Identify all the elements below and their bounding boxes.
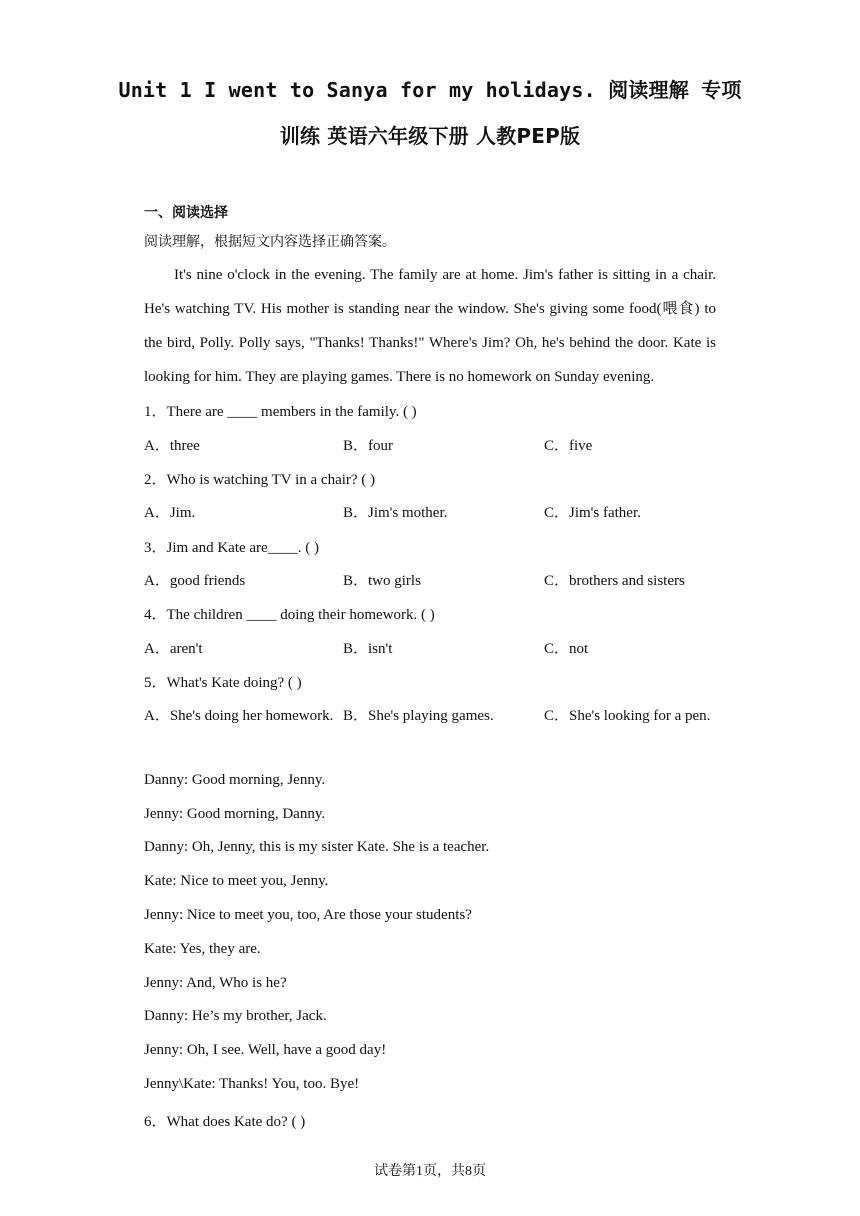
option-2-a: A．Jim. xyxy=(144,505,196,521)
question-stem-4: 4．The children ____ doing their homework. ( ) xyxy=(144,607,435,623)
option-1-b: B．four xyxy=(343,438,393,454)
option-4-a: A．aren't xyxy=(144,641,203,657)
option-5-b: B．She's playing games. xyxy=(343,708,494,724)
option-2-b: B．Jim's mother. xyxy=(343,505,448,521)
dialogue-line: Kate: Yes, they are. xyxy=(144,941,261,957)
title-line-2: 训练 英语六年级下册 人教PEP版 xyxy=(279,124,581,148)
question-stem-1: 1．There are ____ members in the family. ( ) xyxy=(144,404,417,420)
dialogue-line: Jenny: And, Who is he? xyxy=(144,975,287,991)
page-footer: 试卷第1页，共8页 xyxy=(374,1164,486,1179)
option-3-b: B．two girls xyxy=(343,573,421,589)
option-5-c: C．She's looking for a pen. xyxy=(544,708,711,724)
section-heading: 一、阅读选择 xyxy=(144,205,228,221)
dialogue-line: Danny: Good morning, Jenny. xyxy=(144,772,326,788)
reading-passage: It's nine o'clock in the evening. The family are at home. Jim's father is sitting in a chair. He's watching TV. His mother is standing near the window. She's giving some food(喂食) to the bird, Polly. Polly says, "Thanks! Thanks!" Where's Jim? Oh, he's behind the door. Kate is looking for him. They are playing games. There is no homework on Sunday evening. xyxy=(144,267,716,385)
title-line-1: Unit 1 I went to Sanya for my holidays. 阅读理解 专项 xyxy=(118,78,742,102)
dialogue-line: Jenny: Good morning, Danny. xyxy=(144,806,326,822)
option-3-c: C．brothers and sisters xyxy=(544,573,685,589)
dialogue-line: Jenny: Oh, I see. Well, have a good day! xyxy=(144,1042,387,1058)
dialogue-line: Jenny\Kate: Thanks! You, too. Bye! xyxy=(144,1076,360,1092)
option-1-c: C．five xyxy=(544,438,593,454)
option-2-c: C．Jim's father. xyxy=(544,505,641,521)
option-4-c: C．not xyxy=(544,641,589,657)
dialogue-line: Kate: Nice to meet you, Jenny. xyxy=(144,873,329,889)
option-5-a: A．She's doing her homework. xyxy=(144,708,334,724)
instruction: 阅读理解，根据短文内容选择正确答案。 xyxy=(144,234,396,250)
question-stem-6: 6．What does Kate do? ( ) xyxy=(144,1114,306,1130)
dialogue-line: Danny: He’s my brother, Jack. xyxy=(144,1008,327,1024)
option-4-b: B．isn't xyxy=(343,641,393,657)
option-1-a: A．three xyxy=(144,438,200,454)
question-stem-3: 3．Jim and Kate are____. ( ) xyxy=(144,540,319,556)
dialogue-line: Jenny: Nice to meet you, too, Are those your students? xyxy=(144,907,472,923)
dialogue-line: Danny: Oh, Jenny, this is my sister Kate. She is a teacher. xyxy=(144,839,490,855)
question-stem-5: 5．What's Kate doing? ( ) xyxy=(144,675,302,691)
option-3-a: A．good friends xyxy=(144,573,246,589)
question-stem-2: 2．Who is watching TV in a chair? ( ) xyxy=(144,472,376,488)
